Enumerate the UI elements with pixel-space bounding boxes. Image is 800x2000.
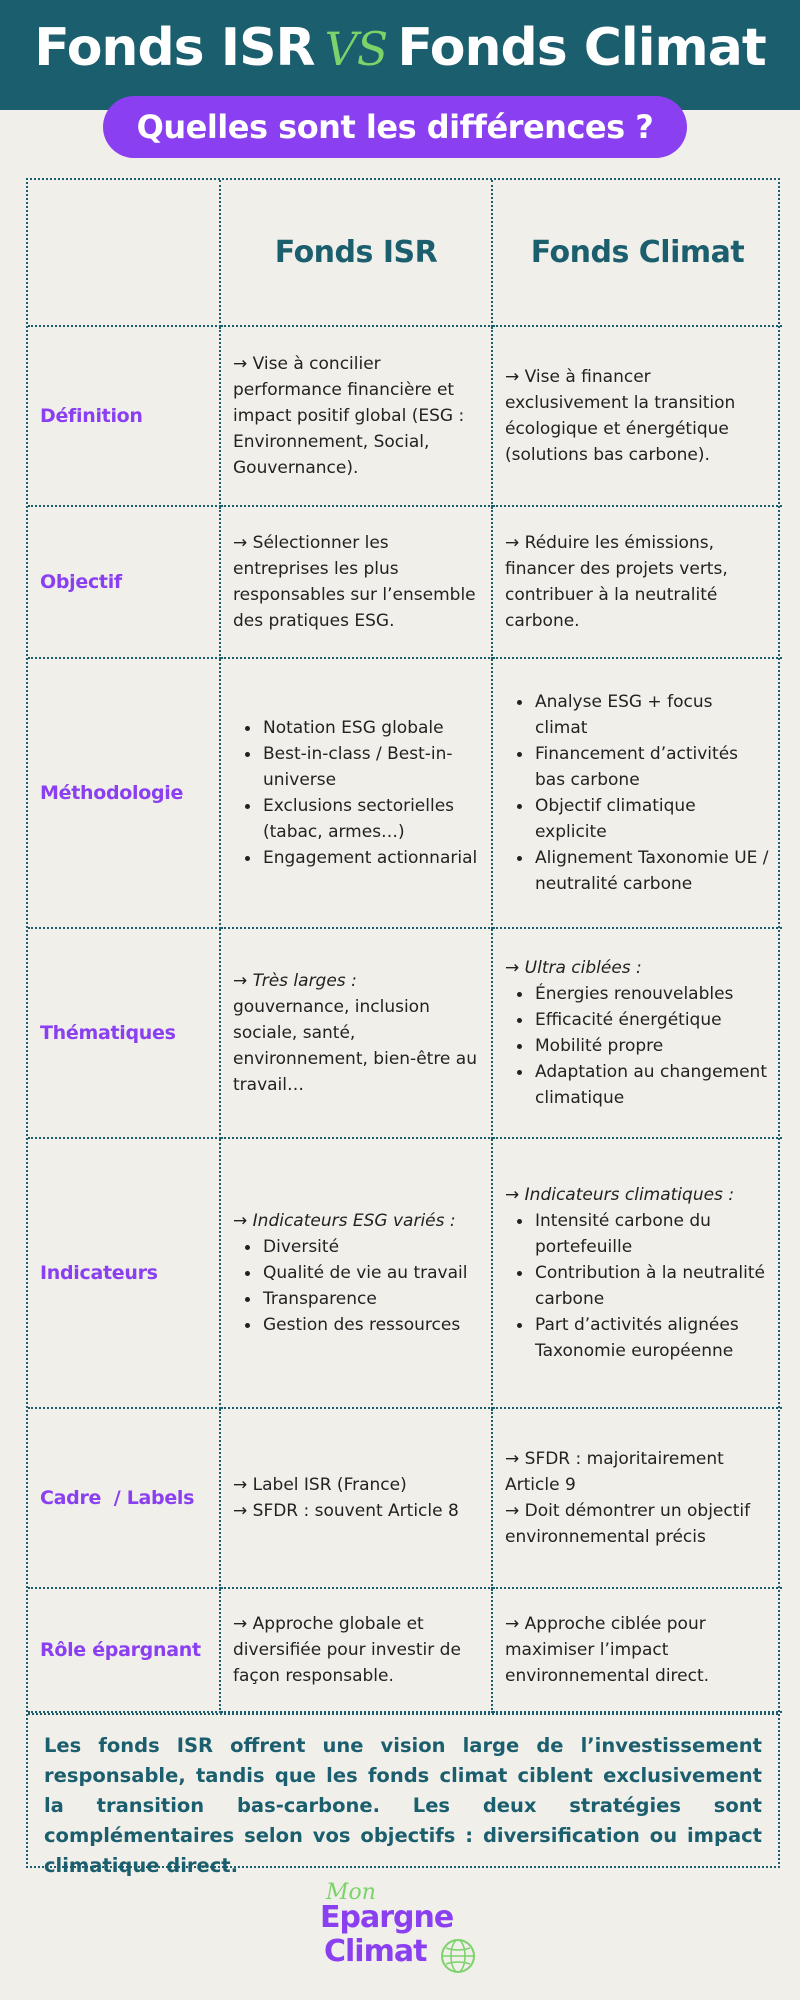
indicateurs-isr-lead: → Indicateurs ESG variés : [233,1211,456,1231]
cell-indicateurs-climat [492,1138,782,1408]
list-item: Adaptation au changement climatique [505,1059,770,1111]
list-item: Diversité [233,1234,479,1260]
cadre-climat-line-2: → Doit démontrer un objectif environnemental précis [505,1501,751,1547]
list-item: Notation ESG globale [233,715,479,741]
row-cadre-labels [28,1408,782,1588]
list-item: Analyse ESG + focus climat [505,689,770,741]
list-item: Intensité carbone du portefeuille [505,1208,770,1260]
row-methodologie [28,658,782,928]
list-item: Financement d’activités bas carbone [505,741,770,793]
cell-thematiques-climat [492,928,782,1138]
cell-methodologie-isr [220,658,492,928]
indicateurs-climat-lead: → Indicateurs climatiques : [505,1185,735,1205]
cell-cadre-isr [220,1408,492,1588]
row-label-definition: Définition [28,326,220,506]
row-label-objectif: Objectif [28,506,220,658]
cell-indicateurs-isr [220,1138,492,1408]
list-item: Best-in-class / Best-in-universe [233,741,479,793]
cell-methodologie-climat [492,658,782,928]
cell-objectif-isr: → Sélectionner les entreprises les plus responsables sur l’ensemble des pratiques ESG. [220,506,492,658]
list-item: Exclusions sectorielles (tabac, armes…) [233,793,479,845]
empty-corner-cell [28,180,220,326]
list-item: Gestion des ressources [233,1312,479,1338]
list-methodologie-isr [233,715,479,871]
thematiques-climat-lead: → Ultra ciblées : [505,958,642,978]
table-header-row [28,180,782,326]
row-indicateurs [28,1138,782,1408]
cadre-isr-line-1: → Label ISR (France) [233,1475,407,1495]
thematiques-isr-text: gouvernance, inclusion sociale, santé, environnement, bien-être au travail… [233,997,477,1095]
list-item: Contribution à la neutralité carbone [505,1260,770,1312]
list-item: Énergies renouvelables [505,981,770,1007]
list-indicateurs-isr [233,1234,479,1338]
list-item: Alignement Taxonomie UE / neutralité carbone [505,845,770,897]
comparison-table [26,178,780,1877]
logo-line-2: Climat [324,1934,427,1969]
list-thematiques-climat [505,981,770,1111]
cell-objectif-climat: → Réduire les émissions, financer des projets verts, contribuer à la neutralité carbone. [492,506,782,658]
col-header-isr: Fonds ISR [220,180,492,326]
page-title [0,18,800,78]
summary-text: Les fonds ISR offrent une vision large de l’investissement responsable, tandis que les fonds climat ciblent exclusivement la transition bas-carbone. Les deux stratégies sont complémentaires selon vos objectifs : diversification ou impact climatique direct. [28,1713,778,1881]
row-definition [28,326,782,506]
row-label-indicateurs: Indicateurs [28,1138,220,1408]
row-label-thematiques: Thématiques [28,928,220,1138]
cadre-isr-line-2: → SFDR : souvent Article 8 [233,1501,459,1521]
thematiques-isr-lead: → Très larges : [233,971,357,991]
list-item: Objectif climatique explicite [505,793,770,845]
logo-mon: Mon [326,1880,376,1905]
title-left: Fonds ISR [34,18,315,78]
cell-thematiques-isr [220,928,492,1138]
row-thematiques [28,928,782,1138]
list-indicateurs-climat [505,1208,770,1364]
row-label-cadre: Cadre / Labels [28,1408,220,1588]
vs-label: VS [324,22,388,76]
row-label-methodologie: Méthodologie [28,658,220,928]
list-item: Qualité de vie au travail [233,1260,479,1286]
col-header-climat: Fonds Climat [492,180,782,326]
list-item: Mobilité propre [505,1033,770,1059]
row-role-epargnant [28,1588,782,1712]
list-item: Engagement actionnarial [233,845,479,871]
title-right: Fonds Climat [397,18,766,78]
globe-icon [438,1936,478,1976]
list-methodologie-climat [505,689,770,897]
cell-role-isr: → Approche globale et diversifiée pour investir de façon responsable. [220,1588,492,1712]
header-banner [0,0,800,110]
brand-logo [318,1878,488,1988]
list-item: Transparence [233,1286,479,1312]
cadre-climat-line-1: → SFDR : majoritairement Article 9 [505,1449,724,1495]
cell-cadre-climat [492,1408,782,1588]
subtitle-pill: Quelles sont les différences ? [103,96,687,158]
list-item: Efficacité énergétique [505,1007,770,1033]
cell-definition-isr: → Vise à concilier performance financière et impact positif global (ESG : Environnement, Social, Gouvernance). [220,326,492,506]
logo-line-1: Epargne [320,1900,454,1935]
row-objectif [28,506,782,658]
row-label-role: Rôle épargnant [28,1588,220,1712]
list-item: Part d’activités alignées Taxonomie européenne [505,1312,770,1364]
cell-role-climat: → Approche ciblée pour maximiser l’impact environnemental direct. [492,1588,782,1712]
cell-definition-climat: → Vise à financer exclusivement la transition écologique et énergétique (solutions bas carbone). [492,326,782,506]
